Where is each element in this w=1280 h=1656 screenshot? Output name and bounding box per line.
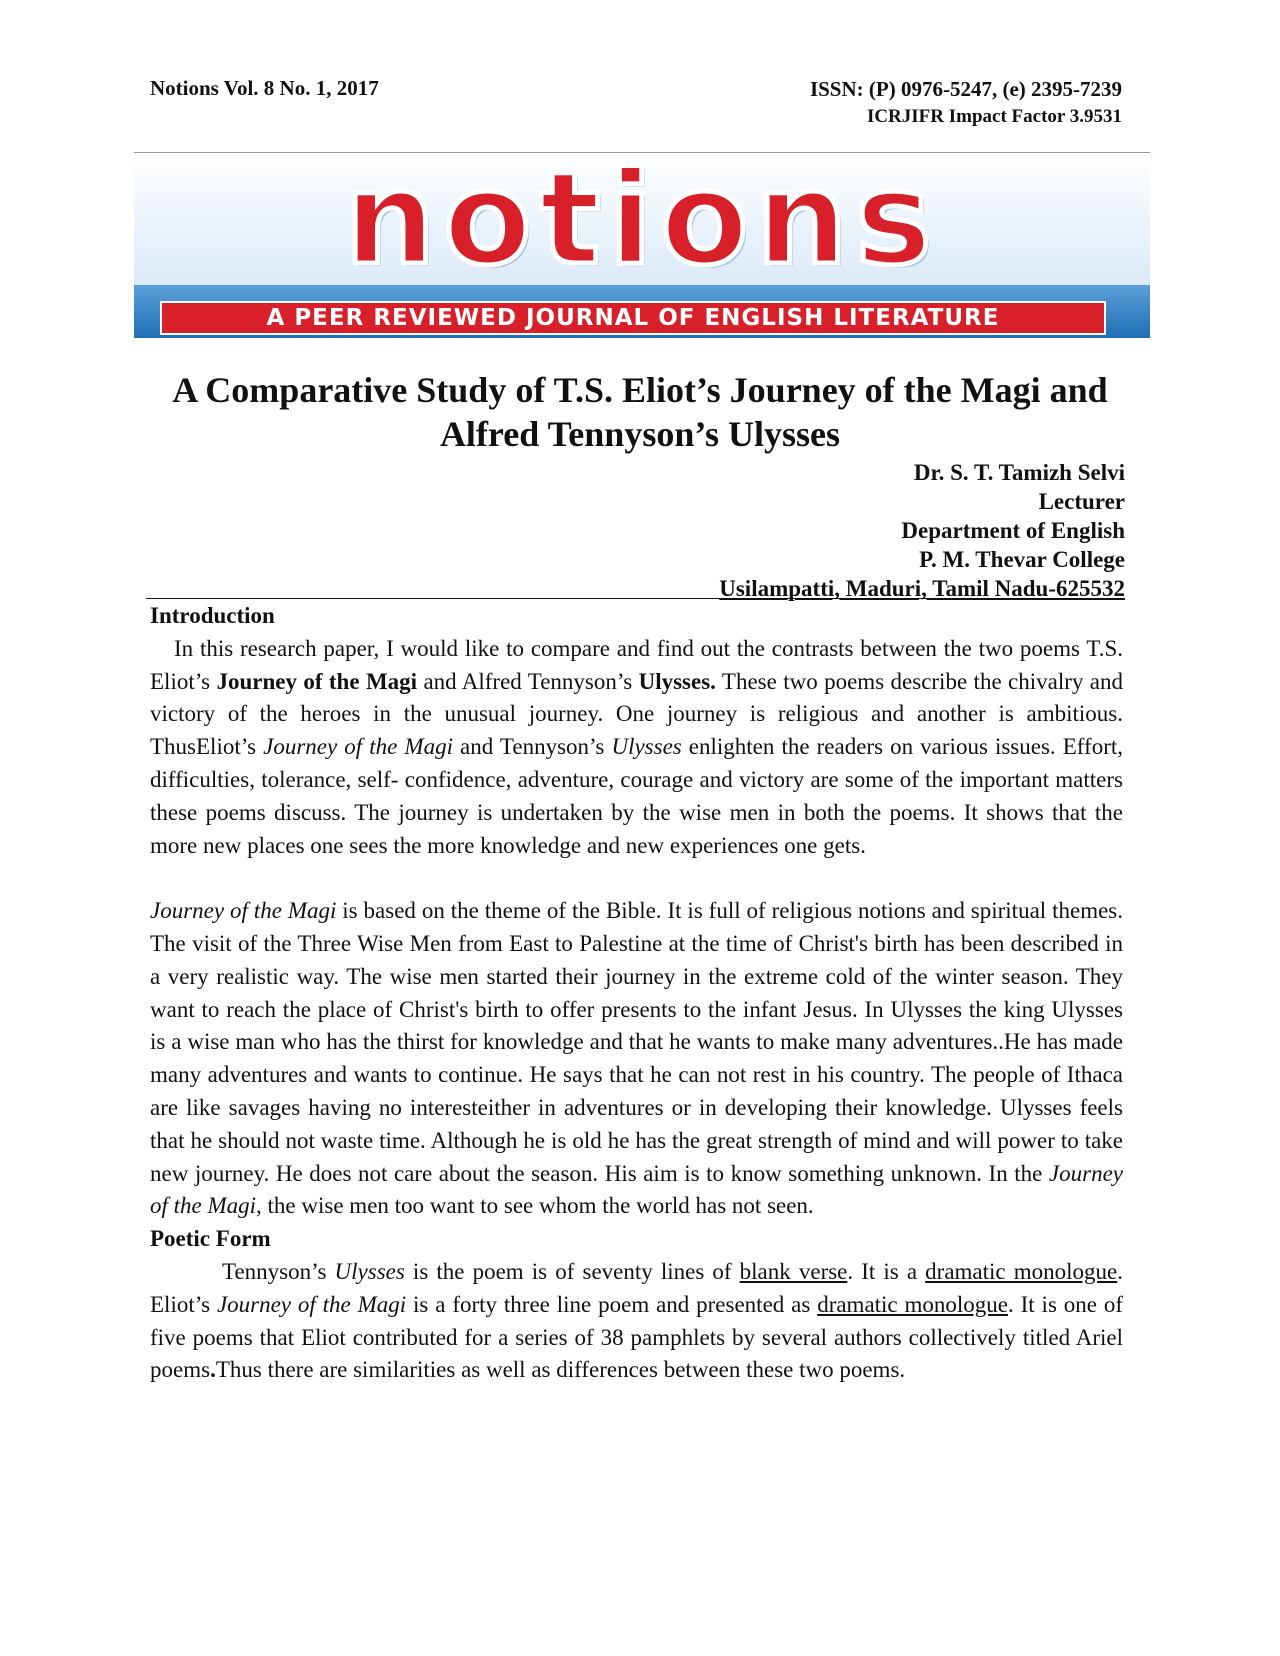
journal-banner (134, 152, 1150, 338)
text-run: In this research paper, I would like to compare and find out the contrasts between the two poems T.S. Eliot’s (150, 635, 1123, 694)
poetic-form-paragraph (150, 1256, 1123, 1387)
text-run: is based on the theme of the Bible. It is full of religious notions and spiritual themes. The visit of the Three Wise Men from East to Palestine at the time of Christ's birth has been described in a very realistic way. The wise men started their journey in the extreme cold of the winter season. They want to reach the place of Christ's birth to offer presents to the infant Jesus. In Ulysses the king Ulysses is a wise man who has the thirst for knowledge and that he wants to make many adventures..He has made many adventures and wants to continue. He says that he can not rest in his country. The people of Ithaca are like savages having no interesteither in adventures or in developing their knowledge. Ulysses feels that he should not waste time. Although he is old he has the great strength of mind and will power to take new journey. He does not care about the season. His aim is to know something unknown. In the (150, 898, 1123, 1186)
italic-title: Ulysses (611, 734, 682, 760)
link-dramatic-monologue[interactable]: dramatic monologue (925, 1258, 1118, 1284)
author-block (719, 458, 1125, 603)
author-address: Usilampatti, Maduri, Tamil Nadu-625532 (719, 576, 1125, 601)
bold-title: Journey of the Magi (216, 668, 418, 694)
text-run: enlighten the readers on various issues. Effort, difficulties, tolerance, self- confidence, adventure, courage and victory are some of the important matters these poems discuss. The journey is undertaken by the wise men in both the poems. It shows that the more new places one sees the more knowledge and new experiences one gets. (150, 734, 1123, 858)
italic-title: Journey of the Magi (150, 898, 337, 924)
author-department: Department of English (901, 518, 1125, 543)
text-run: the wise men too want to see whom the world has not seen. (261, 1193, 814, 1219)
text-run: Tennyson’s (222, 1258, 335, 1284)
impact-factor: ICRJIFR Impact Factor 3.9531 (866, 106, 1122, 127)
title-line-2: Alfred Tennyson’s Ulysses (439, 414, 841, 454)
italic-title: Journey of the Magi (263, 734, 453, 760)
text-run: and Alfred Tennyson’s (417, 668, 639, 694)
paper-title (140, 368, 1140, 456)
theme-paragraph (150, 895, 1123, 1223)
title-line-1: A Comparative Study of T.S. Eliot’s Journey of the Magi and (172, 370, 1108, 410)
link-blank-verse[interactable]: blank verse (739, 1258, 848, 1284)
text-run: These two poems describe the chivalry and victory of the heroes in the unusual journey. One journey is religious and another is ambitious. ThusEliot’s (150, 668, 1123, 760)
author-name: Dr. S. T. Tamizh Selvi (913, 460, 1125, 485)
journal-identifiers (810, 76, 1122, 130)
text-run: . It is a (847, 1258, 926, 1284)
italic-title: Journey of the Magi (216, 1291, 407, 1317)
bold-title: Ulysses. (638, 668, 716, 694)
introduction-paragraph (150, 633, 1123, 863)
author-position: Lecturer (1038, 489, 1125, 514)
issn-line: ISSN: (P) 0976-5247, (e) 2395-7239 (809, 77, 1122, 101)
journal-tagline: A PEER REVIEWED JOURNAL OF ENGLISH LITERATURE (160, 301, 1106, 335)
bold-period: . (210, 1357, 216, 1383)
italic-title: Ulysses (334, 1258, 405, 1284)
poetic-form-heading: Poetic Form (150, 1226, 271, 1252)
header-divider (146, 598, 1123, 599)
journal-citation: Notions Vol. 8 No. 1, 2017 (150, 76, 379, 100)
journal-logo: notions (344, 152, 940, 294)
text-run: is a forty three line poem and presented as (406, 1291, 818, 1317)
link-dramatic-monologue[interactable]: dramatic monologue (817, 1291, 1009, 1317)
italic-title: Journey of the Magi, (150, 1160, 1123, 1219)
text-run: Thus there are similarities as well as differences between these two poems. (215, 1357, 906, 1383)
text-run: . Eliot’s (150, 1258, 1123, 1317)
paper-body (150, 600, 1123, 1387)
author-college: P. M. Thevar College (919, 547, 1125, 572)
paragraph-gap (150, 862, 1123, 895)
text-run: and Tennyson’s (452, 734, 612, 760)
introduction-heading: Introduction (150, 603, 275, 628)
text-run: . It is one of five poems that Eliot contributed for a series of 38 pamphlets by several authors collectively titled Ariel poems (150, 1291, 1124, 1383)
text-run: is the poem is of seventy lines of (404, 1258, 740, 1284)
